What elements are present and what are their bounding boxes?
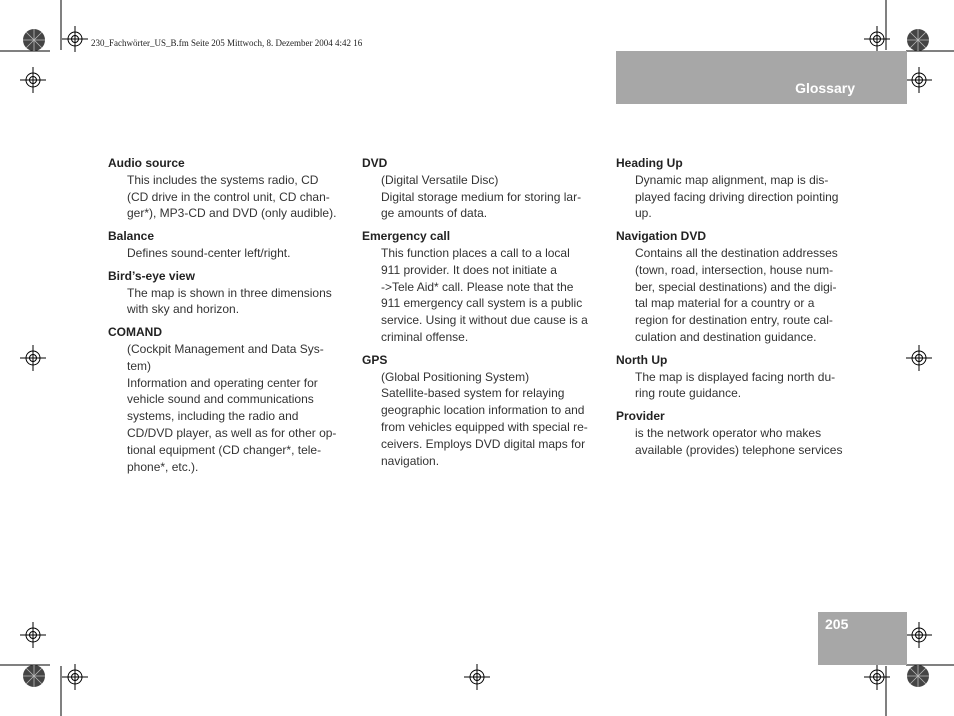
- section-tab: [616, 51, 907, 104]
- glossary-term: GPS: [362, 352, 388, 367]
- registration-mark-left-middle: [20, 345, 46, 371]
- crosshair-target-icon: [62, 26, 88, 52]
- registration-mark-bottom-left: [62, 664, 88, 690]
- crosshair-target-icon: [20, 67, 46, 93]
- glossary-entry: [362, 228, 607, 346]
- glossary-entry: [616, 228, 861, 346]
- glossary-term: Heading Up: [616, 156, 683, 170]
- glossary-term: Provider: [616, 409, 665, 424]
- registration-mark-left-top: [20, 67, 46, 93]
- starburst-patch-icon: [22, 664, 46, 688]
- crosshair-target-icon: [62, 664, 88, 690]
- registration-mark-right-bottom: [906, 622, 932, 648]
- registration-mark-left-bottom: [20, 622, 46, 648]
- glossary-definition: is the network operator who makes available (provides) telephone services: [635, 425, 843, 457]
- glossary-definition: Contains all the destination addresses (town, road, intersection, house num- ber, special destinations) and the digi- tal map material for a country or a region for destination entry, route cal- culation and destination guidance.: [635, 245, 838, 344]
- glossary-entry: [108, 155, 353, 222]
- glossary-definition: This includes the systems radio, CD (CD drive in the control unit, CD chan- ger*), MP3-CD and DVD (only audible).: [127, 172, 337, 221]
- glossary-definition: Dynamic map alignment, map is dis- played facing driving direction pointing up.: [635, 172, 839, 221]
- crosshair-target-icon: [20, 345, 46, 371]
- glossary-term: COMAND: [108, 325, 162, 340]
- registration-mark-bottom-right: [864, 664, 890, 690]
- crosshair-target-icon: [464, 664, 490, 690]
- page-number-tab: [818, 612, 907, 665]
- registration-mark-right-middle: [906, 345, 932, 371]
- glossary-definition: This function places a call to a local 911 provider. It does not initiate a ->Tele Aid* call. Please note that the 911 emergency call system is a public service. Using it without due cause is a criminal offense.: [381, 245, 588, 344]
- glossary-definition: Defines sound-center left/right.: [127, 245, 291, 260]
- glossary-term: Emergency call: [362, 229, 451, 244]
- page-number: 205: [825, 616, 849, 632]
- glossary-column-1: [108, 155, 353, 481]
- glossary-column-3: [616, 155, 861, 465]
- glossary-term: Navigation DVD: [616, 229, 707, 244]
- glossary-definition: The map is displayed facing north du- ring route guidance.: [635, 369, 836, 401]
- glossary-definition: (Digital Versatile Disc) Digital storage medium for storing lar- ge amounts of data.: [381, 172, 582, 221]
- glossary-definition: (Global Positioning System) Satellite-based system for relaying geographic location information to and from vehicles equipped with special re- ceivers. Employs DVD digital maps for navigation.: [381, 369, 588, 468]
- glossary-entry: [108, 324, 353, 475]
- glossary-entry: [108, 228, 353, 262]
- glossary-term: North Up: [616, 352, 668, 367]
- starburst-patch-icon: [906, 28, 930, 52]
- crosshair-target-icon: [906, 67, 932, 93]
- glossary-term: DVD: [362, 156, 388, 170]
- starburst-patch-icon: [906, 664, 930, 688]
- glossary-term: Audio source: [108, 156, 185, 170]
- glossary-entry: [616, 352, 861, 402]
- glossary-column-2: [362, 155, 607, 475]
- glossary-entry: [616, 408, 861, 458]
- crosshair-target-icon: [906, 622, 932, 648]
- glossary-entry: [108, 268, 353, 318]
- glossary-entry: [362, 352, 607, 470]
- registration-mark-bottom-center: [464, 664, 490, 690]
- glossary-entry: [362, 155, 607, 222]
- crosshair-target-icon: [20, 622, 46, 648]
- registration-mark-top-left: [62, 26, 88, 52]
- crosshair-target-icon: [864, 664, 890, 690]
- file-info-header: 230_Fachwörter_US_B.fm Seite 205 Mittwoch, 8. Dezember 2004 4:42 16: [91, 38, 363, 48]
- glossary-term: Bird’s-eye view: [108, 268, 195, 283]
- registration-mark-top-right: [864, 26, 890, 52]
- registration-mark-right-top: [906, 67, 932, 93]
- section-tab-label: Glossary: [795, 80, 855, 96]
- starburst-patch-icon: [22, 28, 46, 52]
- glossary-term: Balance: [108, 229, 155, 244]
- glossary-definition: (Cockpit Management and Data Sys- tem) Information and operating center for vehicle sound and communications systems, including the radio and CD/DVD player, as well as for other op- tional equipment (CD changer*, tele- phone*, etc.).: [127, 341, 337, 474]
- crosshair-target-icon: [906, 345, 932, 371]
- glossary-definition: The map is shown in three dimensions with sky and horizon.: [127, 285, 332, 317]
- glossary-entry: [616, 155, 861, 222]
- crosshair-target-icon: [864, 26, 890, 52]
